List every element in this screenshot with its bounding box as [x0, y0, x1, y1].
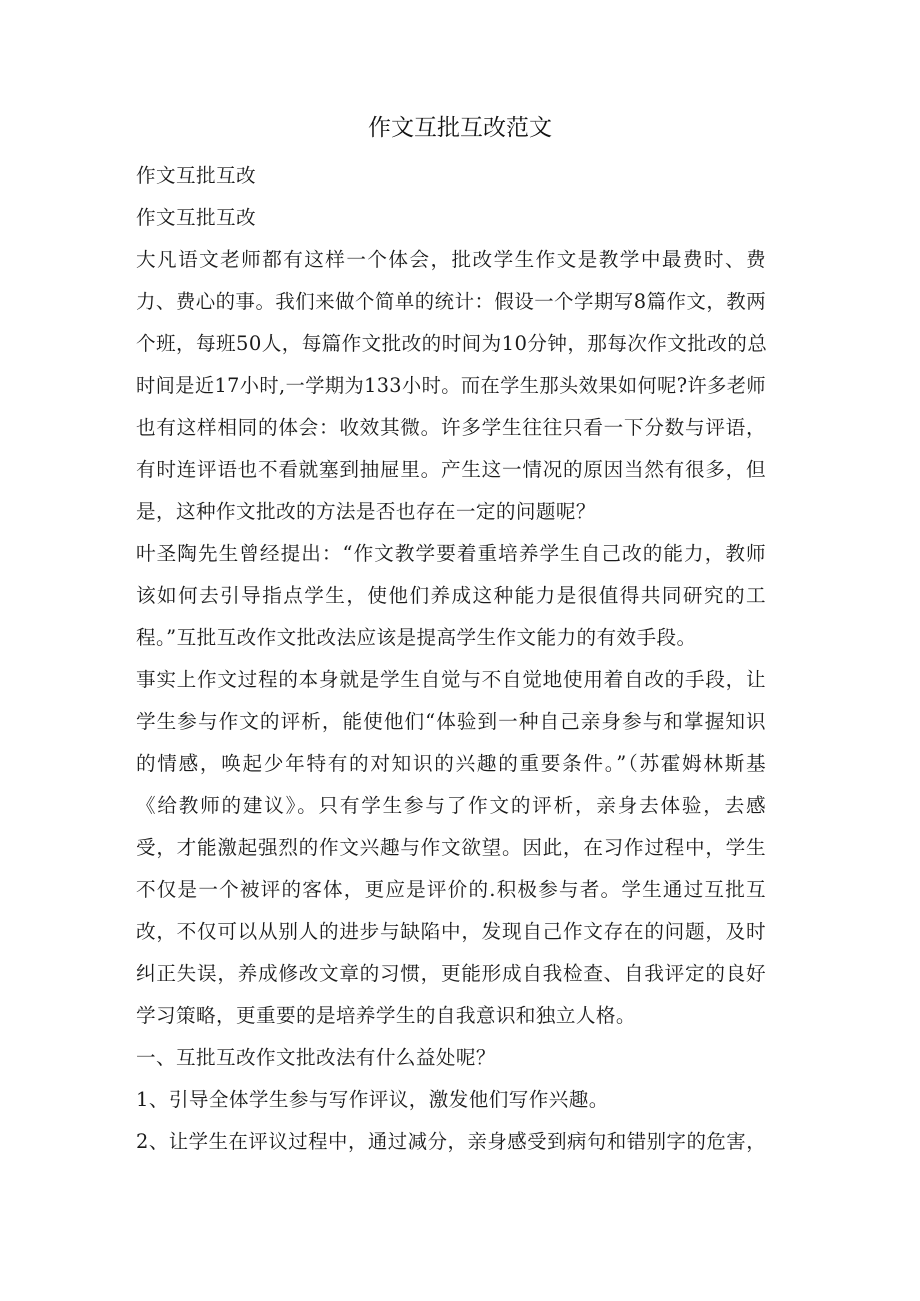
text-line: 个班，每班50人，每篇作文批改的时间为10分钟，那每次作文批改的总 [136, 332, 768, 355]
text-line: 不仅是一个被评的客体，更应是评价的.积极参与者。学生通过互批互 [136, 878, 766, 901]
text-line: 作文互批互改 [136, 164, 256, 187]
text-line: 叶圣陶先生曾经提出：“作文教学要着重培养学生自己改的能力，教师 [136, 542, 766, 565]
text-line: 学习策略，更重要的是培养学生的自我意识和独立人格。 [136, 1004, 636, 1027]
text-line: 2、让学生在评议过程中，通过减分，亲身感受到病句和错别字的危害， [136, 1130, 766, 1153]
text-line: 一、互批互改作文批改法有什么益处呢？ [136, 1046, 496, 1069]
text-line: 大凡语文老师都有这样一个体会，批改学生作文是教学中最费时、费 [136, 248, 766, 271]
document-body [136, 155, 766, 1163]
text-line: 是，这种作文批改的方法是否也存在一定的问题呢？ [136, 500, 596, 523]
document-title: 作文互批互改范文 [368, 115, 552, 141]
text-line: 受，才能激起强烈的作文兴趣与作文欲望。因此，在习作过程中，学生 [136, 836, 766, 859]
text-line: 时间是近17小时,一学期为133小时。而在学生那头效果如何呢?许多老师 [136, 374, 766, 397]
text-line: 该如何去引导指点学生，使他们养成这种能力是很值得共同研究的工 [136, 584, 766, 607]
text-line: 有时连评语也不看就塞到抽屉里。产生这一情况的原因当然有很多，但 [136, 458, 766, 481]
text-line: 改，不仅可以从别人的进步与缺陷中，发现自己作文存在的问题，及时 [136, 920, 766, 943]
text-line: 1、引导全体学生参与写作评议，激发他们写作兴趣。 [136, 1088, 609, 1111]
text-line: 力、费心的事。我们来做个简单的统计：假设一个学期写8篇作文，教两 [136, 290, 766, 313]
text-line: 程。”互批互改作文批改法应该是提高学生作文能力的有效手段。 [136, 626, 697, 649]
text-line: 的情感，唤起少年特有的对知识的兴趣的重要条件。”（苏霍姆林斯基 [136, 752, 766, 775]
text-line: 事实上作文过程的本身就是学生自觉与不自觉地使用着自改的手段，让 [136, 668, 766, 691]
text-line: 《给教师的建议》。只有学生参与了作文的评析，亲身去体验，去感 [136, 794, 766, 817]
text-line: 纠正失误，养成修改文章的习惯，更能形成自我检查、自我评定的良好 [136, 962, 766, 985]
text-line: 学生参与作文的评析，能使他们“体验到一种自己亲身参与和掌握知识 [136, 710, 766, 733]
text-line: 作文互批互改 [136, 206, 256, 229]
text-line: 也有这样相同的体会：收效其微。许多学生往往只看一下分数与评语， [136, 416, 766, 439]
